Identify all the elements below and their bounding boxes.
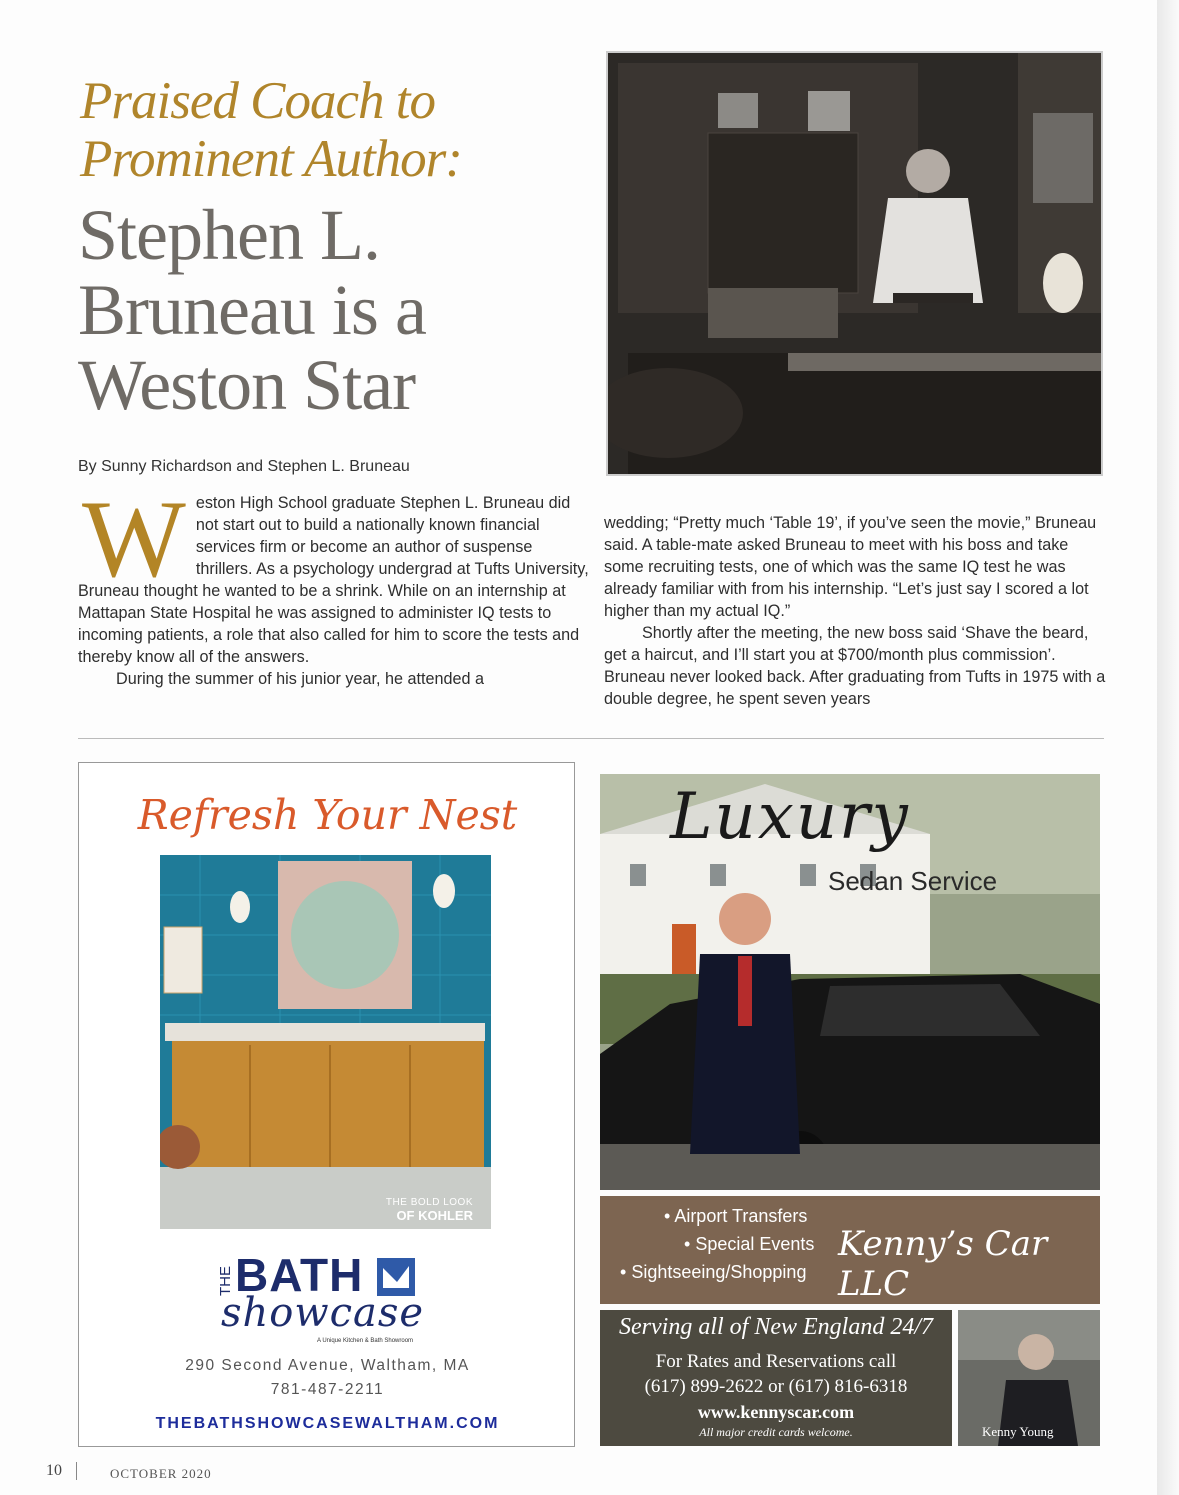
bath-address: 290 Second Avenue, Waltham, MA	[185, 1357, 470, 1374]
article-kicker: Praised Coach to Prominent Author:	[80, 72, 462, 188]
logo-showcase: showcase	[221, 1290, 425, 1336]
kohler-brand: OF KOHLER	[396, 1208, 473, 1223]
logo-bath: BATH	[235, 1249, 364, 1301]
luxury-title: Luxury	[670, 780, 910, 854]
luxury-sedan-ad[interactable]	[600, 774, 1100, 1446]
bath-showcase-logo	[197, 1250, 457, 1350]
article-paragraph: During the summer of his junior year, he attended a	[116, 670, 485, 688]
service-item: • Special Events	[600, 1234, 814, 1255]
kennys-car-brand: Kenny’s Car LLC	[838, 1224, 1048, 1304]
kennyscar-url-link[interactable]: www.kennyscar.com	[697, 1402, 855, 1422]
logo-the: THE	[217, 1266, 234, 1296]
luxury-subtitle: Sedan Service	[828, 866, 998, 896]
drop-cap: W	[82, 478, 186, 600]
issue-date: OCTOBER 2020	[110, 1466, 212, 1481]
article-headline: Stephen L. Bruneau is a Weston Star	[78, 195, 426, 425]
page-number: 10	[46, 1462, 62, 1479]
rates-line: For Rates and Reservations call	[655, 1351, 897, 1372]
credit-cards-note: All major credit cards welcome.	[699, 1425, 853, 1439]
serving-line: Serving all of New England 24/7	[619, 1314, 933, 1340]
article-column-1	[78, 478, 593, 690]
service-item: • Sightseeing/Shopping	[600, 1262, 814, 1283]
folio-divider	[76, 1462, 77, 1480]
kohler-tagline: THE BOLD LOOK	[385, 1197, 473, 1208]
phone-numbers[interactable]: (617) 899-2622 or (617) 816-6318	[644, 1376, 908, 1397]
article-paragraph: wedding; “Pretty much ‘Table 19’, if you’ve seen the movie,” Bruneau said. A table-mate asked Bruneau to meet with his boss and take some recruiting tests, one of which was the same IQ test he was already familiar with from his internship. “Let’s just say I scored a lot higher than my actual IQ.”	[604, 514, 1097, 620]
sedan-photo	[600, 774, 1100, 1190]
service-item: • Airport Transfers	[600, 1206, 814, 1227]
bathroom-photo	[160, 855, 491, 1229]
article-column-2	[604, 512, 1109, 710]
divider-rule	[78, 738, 1104, 739]
bath-phone: 781-487-2211	[270, 1381, 385, 1398]
article-byline: By Sunny Richardson and Stephen L. Bruneau	[78, 458, 410, 475]
services-list	[600, 1206, 814, 1290]
contact-panel	[600, 1310, 952, 1446]
logo-tagline: A Unique Kitchen & Bath Showroom	[317, 1338, 414, 1344]
services-band	[600, 1196, 1100, 1304]
article-paragraph: Shortly after the meeting, the new boss said ‘Shave the beard, get a haircut, and I’ll start you at $700/month plus commission’. Bruneau never looked back. After graduating from Tufts in 1975 with a double degree, he spent seven years	[604, 624, 1106, 708]
article-paragraph: eston High School graduate Stephen L. Bruneau did not start out to build a nationally known financial services firm or become an author of suspense thrillers. As a psychology undergrad at Tufts University, Bruneau thought he wanted to be a shrink. While on an internship at Mattapan State Hospital he was assigned to administer IQ tests to incoming patients, a role that also called for him to score the tests and thereby know all of the answers.	[78, 494, 589, 666]
office-photo	[606, 51, 1103, 476]
bath-url-link[interactable]: THEBATHSHOWCASEWALTHAM.COM	[155, 1415, 500, 1432]
kenny-name: Kenny Young	[982, 1424, 1054, 1439]
ad-headline: Refresh Your Nest	[137, 791, 518, 839]
page-edge	[1157, 0, 1179, 1495]
kenny-portrait	[958, 1310, 1100, 1446]
bath-showcase-ad[interactable]	[78, 762, 575, 1447]
